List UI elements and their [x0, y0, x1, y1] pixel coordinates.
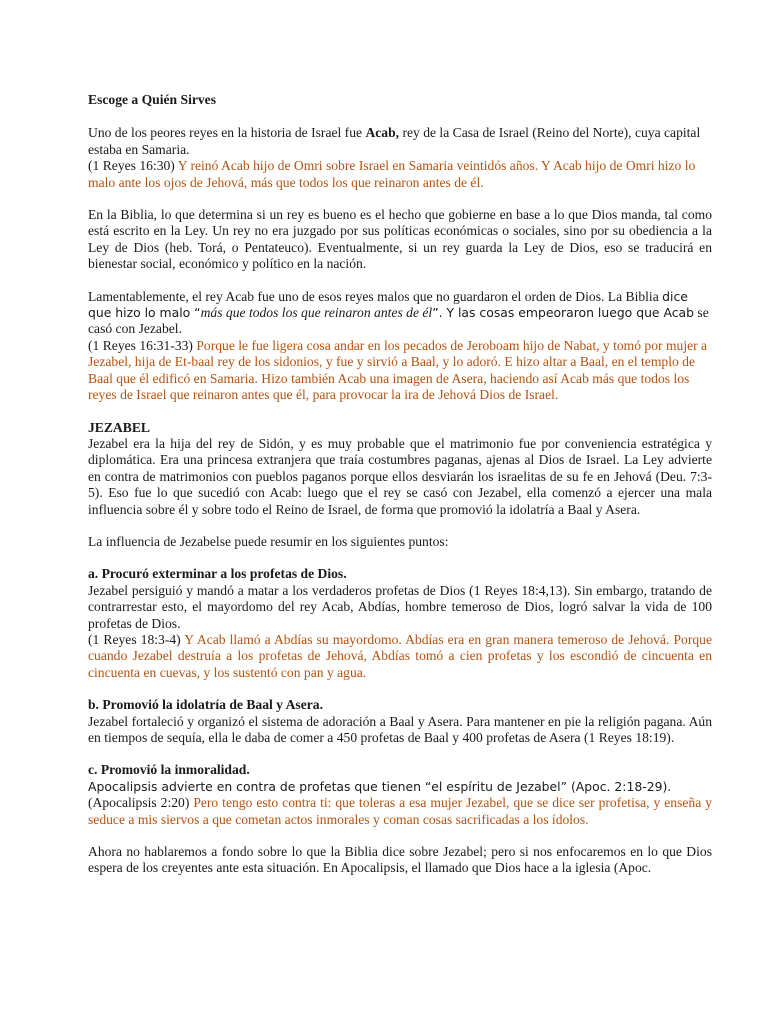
paragraph-closing: Ahora no hablaremos a fondo sobre lo que la Biblia dice sobre Jezabel; pero si nos enfocaremos en lo que Dios espera de los creyentes ante esta situación. En Apocalipsis, el llamado que Dios hace a la iglesia (Apoc. [88, 844, 712, 876]
acab-name: Acab, [365, 125, 400, 141]
acab-malo-sans: dice que hizo lo malo “ [88, 288, 688, 321]
bible-quote: Pero tengo esto contra ti: que toleras a esa mujer Jezabel, que se dice ser profetisa, y enseña y seduce a mis siervos a que cometan actos inmorales y coman cosas sacrificadas a los ídolos. [88, 795, 712, 827]
paragraph-intro-points: La influencia de Jezabelse puede resumir en los siguientes puntos: [88, 533, 449, 549]
verse-reference: (Apocalipsis 2:20) [88, 795, 194, 811]
acab-malo-text: Lamentablemente, el rey Acab fue uno de esos reyes malos que no guardaron el orden de Dios. La Biblia [88, 288, 663, 304]
bible-quote: Y Acab llamó a Abdías su mayordomo. Abdías era en gran manera temeroso de Jehová. Porque cuando Jezabel destruía a los profetas de Jehová, Abdías tomó a cien profetas y los escondió de cincuenta en cincuenta en cuevas, y los sustentó con pan y agua. [88, 631, 712, 680]
acab-malo-text-end: se casó con Jezabel. [88, 305, 709, 337]
paragraph-biblia-rey: En la Biblia, lo que determina si un rey es bueno es el hecho que gobierne en base a lo que Dios manda, tal como está escrito en la Ley. Un rey no era juzgado por sus políticas económicas o sociales, sino por su obediencia a la Ley de Dios (heb. Torá, o Pentateuco). Eventualmente, si un rey guarda la Ley de Dios, eso se traducirá en bienestar social, económico y político en la nación. [88, 207, 712, 272]
acab-malo-sans-cont: ”. Y las cosas empeoraron luego que Acab [432, 305, 695, 321]
bible-quote: Porque le fue ligera cosa andar en los pecados de Jeroboam hijo de Nabat, y tomó por mujer a Jezabel, hija de Et-baal rey de los sidonios, y fue y sirvió a Baal, y lo adoró. E hizo altar a Baal, en el templo de Baal que él edificó en Samaria. Hizo también Acab una imagen de Asera, haciendo así Acab más que todos los reyes de Israel que reinaron antes que él, para provocar la ira de Jehová Dios de Israel. [88, 337, 708, 403]
point-a-heading: a. Procuró exterminar a los profetas de Dios. [88, 566, 347, 582]
document-title: Escoge a Quién Sirves [88, 92, 217, 107]
section-heading-jezabel: JEZABEL [88, 419, 150, 435]
point-c [88, 762, 712, 828]
point-a-text: Jezabel persiguió y mandó a matar a los verdaderos profetas de Dios (1 Reyes 18:4,13). Sin embargo, tratando de contrarrestar esto, el mayordomo del rey Acab, Abdías, hombre temeroso de Dios, logró salvar la vida de 100 profetas de Dios. [88, 582, 712, 631]
verse-reference: (1 Reyes 16:30) [88, 158, 178, 174]
jezabel-text: Jezabel era la hija del rey de Sidón, y es muy probable que el matrimonio fue por conveniencia estratégica y diplomática. Era una princesa extranjera que traía costumbres paganas, ajenas al Dios de Israel. La Ley advierte en contra de matrimonios con pueblos paganos porque ellos desviarán los israelitas de su fe en Jehová (Deu. 7:3-5). Eso fue lo que sucedió con Acab: luego que el rey se casó con Jezabel, ella comenzó a ejercer una mala influencia sobre él y sobre todo el Reino de Israel, de forma que promovió la idolatría a Baal y Asera. [88, 435, 712, 517]
point-b [88, 697, 712, 746]
acab-intro-text: Uno de los peores reyes en la historia de Israel fue [88, 125, 366, 141]
point-c-heading: c. Promovió la inmoralidad. [88, 762, 250, 778]
paragraph-acab-intro [88, 125, 712, 191]
acab-malo-italic: más que todos los que reinaron antes de él [200, 305, 433, 321]
point-a [88, 566, 712, 681]
verse-reference: (1 Reyes 16:31-33) [88, 337, 197, 353]
point-b-heading: b. Promovió la idolatría de Baal y Asera. [88, 697, 323, 713]
paragraph-acab-malo [88, 289, 712, 404]
point-b-text: Jezabel fortaleció y organizó el sistema de adoración a Baal y Asera. Para mantener en pie la religión pagana. Aún en tiempos de sequía, ella le daba de comer a 450 profetas de Baal y 400 profetas de Asera (1 Reyes 18:19). [88, 713, 712, 745]
point-c-text: Apocalipsis advierte en contra de profetas que tienen “el espíritu de Jezabel” (Apoc. 2:18-29). [88, 778, 672, 794]
acab-intro-text-cont: rey de la Casa de Israel (Reino del Norte), cuya capital estaba en Samaria. [88, 125, 701, 157]
bible-quote: Y reinó Acab hijo de Omri sobre Israel en Samaria veintidós años. Y Acab hijo de Omri hizo lo malo ante los ojos de Jehová, más que todos los que reinaron antes de él. [88, 158, 696, 190]
section-jezabel [88, 420, 712, 518]
verse-reference: (1 Reyes 18:3-4) [88, 631, 185, 647]
